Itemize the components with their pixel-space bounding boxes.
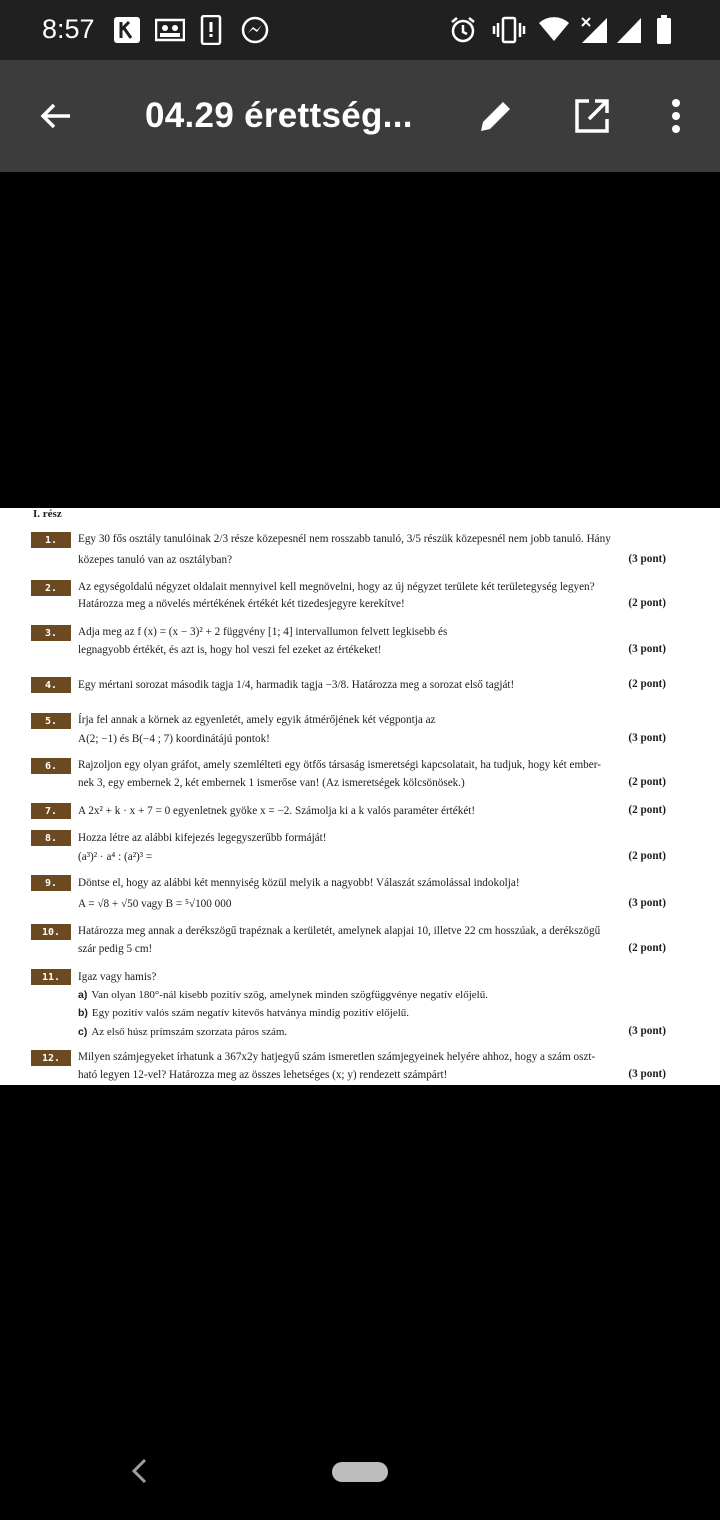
open-external-icon[interactable] <box>570 94 614 138</box>
question-points: (2 pont) <box>628 942 666 954</box>
question-points: (3 pont) <box>628 732 666 744</box>
question-text-line: Írja fel annak a körnek az egyenletét, amely egyik átmérőjének két végpontja az <box>78 714 436 726</box>
question-number: 6. <box>31 758 71 774</box>
question-number: 11. <box>31 969 71 985</box>
more-vert-icon[interactable] <box>654 94 698 138</box>
question-number: 5. <box>31 713 71 729</box>
question-text-line: A 2x² + k · x + 7 = 0 egyenletnek gyöke x = −2. Számolja ki a k valós paraméter értékét! <box>78 805 476 817</box>
question-points: (3 pont) <box>628 1025 666 1037</box>
sub-item-b <box>78 1006 409 1020</box>
question-number: 12. <box>31 1050 71 1066</box>
question-text-line: közepes tanuló van az osztályban? <box>78 554 233 566</box>
question-text-line: szár pedig 5 cm! <box>78 943 153 955</box>
sub-item-c <box>78 1025 287 1039</box>
battery-icon <box>656 16 672 44</box>
question-text-line: nek 3, egy embernek 2, két embernek 1 ismerőse van! (Az ismeretségek kölcsönösek.) <box>78 777 465 789</box>
question-points: (3 pont) <box>628 643 666 655</box>
question-number: 2. <box>31 580 71 596</box>
question-number: 4. <box>31 677 71 693</box>
sub-label: b) <box>78 1007 88 1019</box>
home-pill-icon[interactable] <box>332 1462 388 1482</box>
question-text-line: A = √8 + √50 vagy B = ⁵√100 000 <box>78 898 232 910</box>
question-text-line: ható legyen 12-vel? Határozza meg az összes lehetséges (x; y) rendezett számpárt! <box>78 1069 448 1081</box>
question-text-line: Egy 30 fős osztály tanulóinak 2/3 része közepesnél nem rosszabb tanuló, 3/5 részük közepesnél nem jobb tanuló. Hány <box>78 533 611 545</box>
sub-text: Az első húsz prímszám szorzata páros szám. <box>91 1026 288 1038</box>
question-points: (3 pont) <box>628 1068 666 1080</box>
wifi-icon <box>538 16 570 44</box>
question-text-line: Egy mértani sorozat második tagja 1/4, harmadik tagja −3/8. Határozza meg a sorozat első tagját! <box>78 679 515 691</box>
document-page[interactable] <box>0 508 720 1085</box>
nav-back-icon[interactable] <box>125 1456 155 1486</box>
contacts-card-icon <box>155 16 185 44</box>
sub-label: c) <box>78 1026 88 1038</box>
question-number: 1. <box>31 532 71 548</box>
pencil-icon[interactable] <box>474 94 518 138</box>
alarm-icon <box>448 16 478 44</box>
status-time: 8:57 <box>42 14 95 44</box>
signal-icon-2 <box>616 16 642 44</box>
question-text-line: Határozza meg annak a derékszögű trapéznak a kerületét, amelynek alapjai 10, illetve 22 cm hosszúak, a derékszögű <box>78 925 601 937</box>
sub-label: a) <box>78 989 88 1001</box>
question-points: (2 pont) <box>628 678 666 690</box>
question-text-line: A(2; −1) és B(−4 ; 7) koordinátájú pontok! <box>78 733 270 745</box>
question-number: 10. <box>31 924 71 940</box>
part-title: I. rész <box>33 508 62 520</box>
question-text-line: Döntse el, hogy az alábbi két mennyiség közül melyik a nagyobb! Válaszát számolással indokolja! <box>78 877 520 889</box>
question-text-line: Milyen számjegyeket írhatunk a 367x2y hatjegyű szám ismeretlen számjegyeinek helyére ahhoz, hogy a szám oszt- <box>78 1051 596 1063</box>
question-text-line: Igaz vagy hamis? <box>78 971 157 983</box>
document-title: 04.29 érettség... <box>145 96 413 135</box>
signal-icon <box>580 16 608 44</box>
sub-text: Egy pozitív valós szám negatív kitevős hatványa mindig pozitív előjelű. <box>91 1007 410 1019</box>
question-text-line: Az egységoldalú négyzet oldalait mennyivel kell megnövelni, hogy az új négyzet területe két területegység legyen? <box>78 581 595 593</box>
messenger-icon <box>240 16 270 44</box>
vibrate-icon <box>492 16 526 44</box>
question-number: 8. <box>31 830 71 846</box>
status-bar <box>0 0 720 60</box>
question-number: 7. <box>31 803 71 819</box>
question-text-line: legnagyobb értékét, és azt is, hogy hol veszi fel ezeket az értékeket! <box>78 644 382 656</box>
arrow-left-icon[interactable] <box>34 94 78 138</box>
question-points: (2 pont) <box>628 776 666 788</box>
app-toolbar <box>0 60 720 172</box>
sub-text: Van olyan 180°-nál kisebb pozitív szög, amelynek minden szögfüggvénye negatív előjelű. <box>91 989 488 1001</box>
question-points: (2 pont) <box>628 850 666 862</box>
sub-item-a <box>78 988 488 1002</box>
question-text-line: Adja meg az f (x) = (x − 3)² + 2 függvény [1; 4] intervallumon felvett legkisebb és <box>78 626 448 638</box>
question-number: 3. <box>31 625 71 641</box>
question-text-line: (a³)² · a⁴ : (a²)³ = <box>78 851 153 863</box>
question-points: (2 pont) <box>628 597 666 609</box>
k-app-icon <box>113 16 141 44</box>
question-points: (2 pont) <box>628 804 666 816</box>
alert-phone-icon <box>200 16 222 44</box>
question-text-line: Határozza meg a növelés mértékének értékét két tizedesjegyre kerekítve! <box>78 598 405 610</box>
question-points: (3 pont) <box>628 897 666 909</box>
question-text-line: Rajzoljon egy olyan gráfot, amely szemlélteti egy ötfős társaság ismeretségi kapcsolatait, ha tudjuk, hogy két ember- <box>78 759 601 771</box>
question-text-line: Hozza létre az alábbi kifejezés legegyszerűbb formáját! <box>78 832 327 844</box>
question-points: (3 pont) <box>628 553 666 565</box>
question-number: 9. <box>31 875 71 891</box>
